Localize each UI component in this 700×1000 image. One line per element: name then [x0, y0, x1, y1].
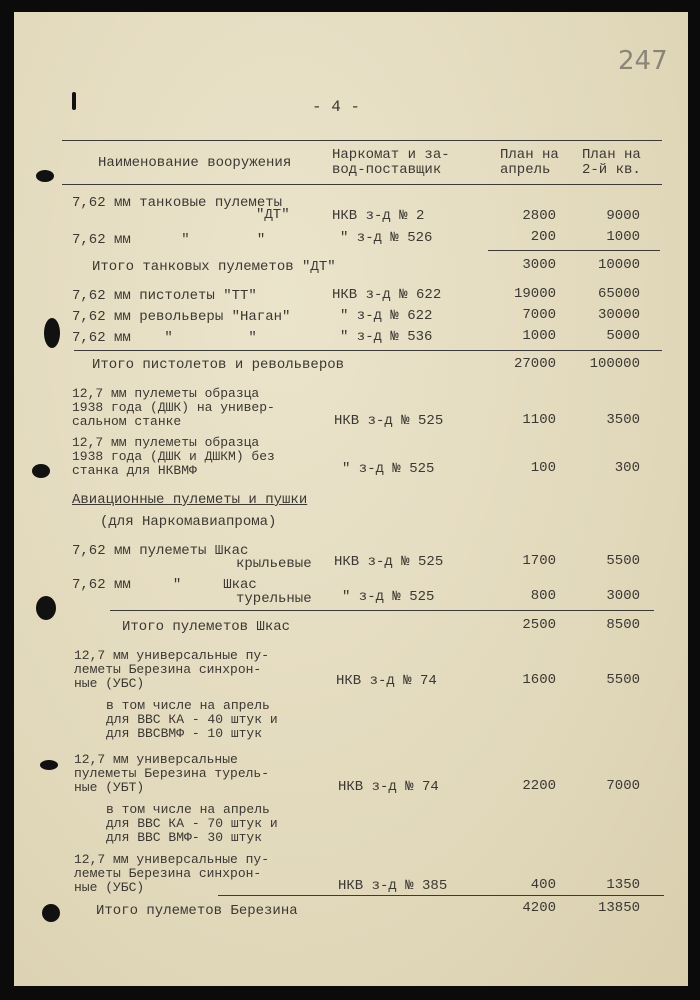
row-q2: 7000 [606, 778, 640, 794]
row-q2: 300 [614, 460, 640, 476]
section-heading: Авиационные пулеметы и пушки [72, 492, 308, 508]
row-name: 7,62 мм танковые пулеметы [72, 195, 283, 211]
row-name: 12,7 мм универсальные пу- [74, 852, 270, 867]
row-april: 19000 [513, 286, 556, 302]
row-name: турельные [236, 591, 312, 607]
row-q2: 65000 [597, 286, 640, 302]
row-q2: 5000 [606, 328, 640, 344]
row-supplier: " з-д № 526 [340, 230, 433, 246]
document-page [14, 12, 688, 986]
punch-hole [42, 904, 60, 922]
row-name: 12,7 мм пулеметы образца [72, 386, 260, 401]
header-supplier-1: Наркомат и за- [332, 147, 450, 163]
row-q2: 1350 [606, 877, 640, 893]
row-name: 12,7 мм универсальные [74, 752, 238, 767]
row-q2: 30000 [597, 307, 640, 323]
row-name: леметы Березина синхрон- [74, 866, 262, 881]
row-q2: 9000 [606, 208, 640, 224]
header-q2-2: 2-й кв. [582, 162, 641, 178]
row-name: 12,7 мм пулеметы образца [72, 435, 260, 450]
row-q2: 5500 [606, 553, 640, 569]
row-q2: 3000 [606, 588, 640, 604]
punch-hole [44, 318, 60, 348]
header-april-2: апрель [500, 162, 551, 178]
row-supplier: " з-д № 525 [342, 461, 435, 477]
subtotal-rule [110, 610, 654, 611]
row-supplier: " з-д № 622 [340, 308, 433, 324]
row-supplier: НКВ з-д № 74 [336, 673, 437, 689]
row-supplier: НКВ з-д № 385 [338, 878, 448, 894]
row-april: 1600 [522, 672, 556, 688]
row-supplier: НКВ з-д № 74 [338, 779, 439, 795]
row-name: станка для НКВМФ [72, 463, 197, 478]
punch-hole [36, 596, 56, 620]
row-april: 800 [530, 588, 556, 604]
row-april: 1000 [522, 328, 556, 344]
row-note: для ВВС КА - 70 штук и [106, 816, 278, 831]
punch-hole [40, 760, 58, 770]
header-bottom-rule [62, 184, 662, 185]
row-april: 7000 [522, 307, 556, 323]
row-supplier: " з-д № 536 [340, 329, 433, 345]
row-note: для ВВС ВМФ- 30 штук [106, 830, 263, 845]
row-april: 2800 [522, 208, 556, 224]
punch-hole [36, 170, 54, 182]
subtotal-rule [74, 350, 662, 351]
total-label: Итого пулеметов Шкас [122, 619, 291, 635]
row-april: 400 [530, 877, 556, 893]
total-q2: 13850 [597, 900, 640, 916]
row-april: 1100 [522, 412, 556, 428]
row-note: в том числе на апрель [106, 698, 270, 713]
row-name: сальном станке [72, 414, 182, 429]
total-q2: 8500 [606, 617, 640, 633]
punch-mark [72, 92, 76, 110]
archive-number: 247 [618, 46, 668, 76]
row-name: 7,62 мм пулеметы Шкас [72, 543, 249, 559]
page-number: - 4 - [312, 98, 361, 116]
row-name: 7,62 мм " " [72, 232, 266, 248]
row-supplier: НКВ з-д № 2 [332, 208, 425, 224]
punch-hole [32, 464, 50, 478]
row-name: ные (УБС) [74, 880, 145, 895]
row-april: 2200 [522, 778, 556, 794]
row-supplier: НКВ з-д № 622 [332, 287, 442, 303]
total-april: 2500 [522, 617, 556, 633]
row-name: ные (УБТ) [74, 780, 145, 795]
header-q2-1: План на [582, 147, 641, 163]
row-supplier: НКВ з-д № 525 [334, 413, 444, 429]
header-supplier-2: вод-поставщик [332, 162, 442, 178]
row-name: крыльевые [236, 556, 312, 572]
total-april: 4200 [522, 900, 556, 916]
row-april: 100 [530, 460, 556, 476]
row-name: 1938 года (ДШК) на универ- [72, 400, 275, 415]
total-label: Итого танковых пулеметов "ДТ" [92, 259, 336, 275]
row-name: 7,62 мм пистолеты "ТТ" [72, 288, 257, 304]
subtotal-rule [488, 250, 660, 251]
row-name: 12,7 мм универсальные пу- [74, 648, 270, 663]
row-q2: 3500 [606, 412, 640, 428]
total-label: Итого пулеметов Березина [96, 903, 298, 919]
header-april-1: План на [500, 147, 559, 163]
row-note: для ВВС КА - 40 штук и [106, 712, 278, 727]
row-april: 200 [530, 229, 556, 245]
total-april: 27000 [513, 356, 556, 372]
row-name: 1938 года (ДШК и ДШКМ) без [72, 449, 275, 464]
row-name: ные (УБС) [74, 676, 145, 691]
section-subheading: (для Наркомавиапрома) [100, 514, 277, 530]
row-q2: 5500 [606, 672, 640, 688]
row-note: в том числе на апрель [106, 802, 270, 817]
row-q2: 1000 [606, 229, 640, 245]
header-top-rule [62, 140, 662, 141]
total-q2: 10000 [597, 257, 640, 273]
row-note: для ВВСВМФ - 10 штук [106, 726, 263, 741]
total-q2: 100000 [589, 356, 640, 372]
row-supplier: НКВ з-д № 525 [334, 554, 444, 570]
total-april: 3000 [522, 257, 556, 273]
row-name: леметы Березина синхрон- [74, 662, 262, 677]
subtotal-rule [218, 895, 664, 896]
row-name: пулеметы Березина турель- [74, 766, 270, 781]
row-name: 7,62 мм " Шкас [72, 577, 257, 593]
row-april: 1700 [522, 553, 556, 569]
header-name: Наименование вооружения [98, 155, 292, 171]
row-name: 7,62 мм револьверы "Наган" [72, 309, 291, 325]
row-name: 7,62 мм " " [72, 330, 257, 346]
row-supplier: " з-д № 525 [342, 589, 435, 605]
row-name: "ДТ" [256, 207, 290, 223]
total-label: Итого пистолетов и револьверов [92, 357, 345, 373]
